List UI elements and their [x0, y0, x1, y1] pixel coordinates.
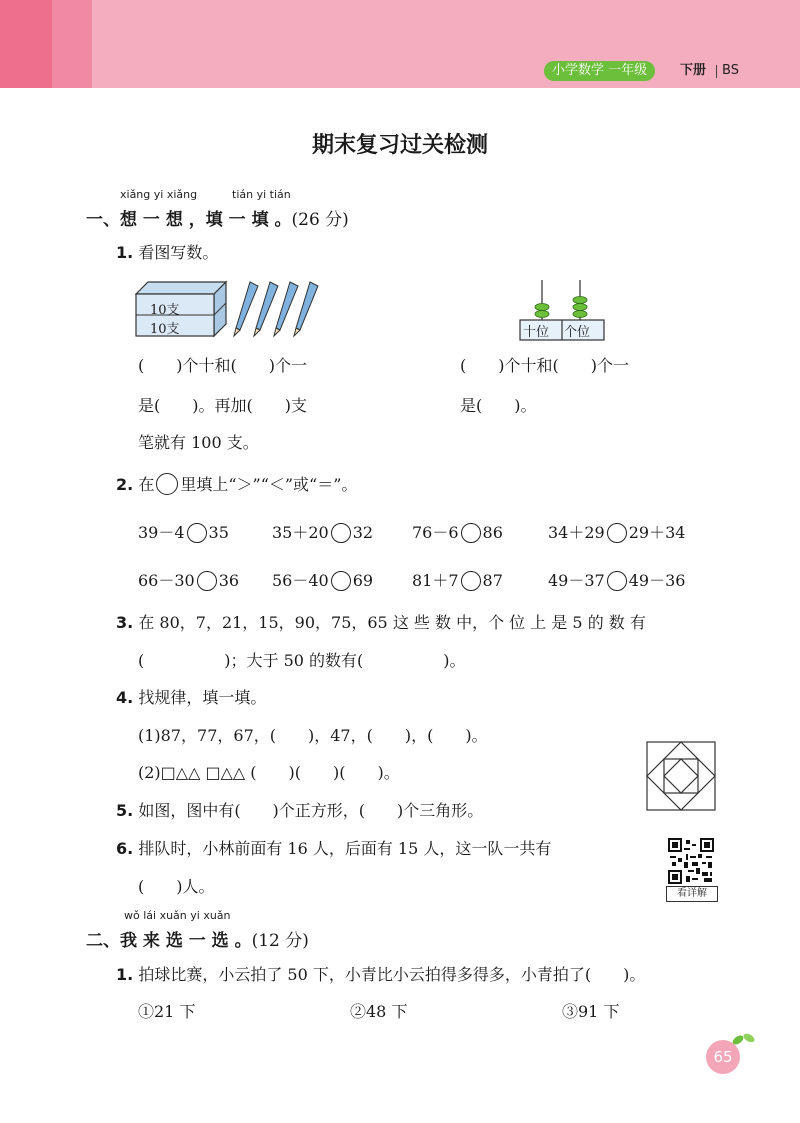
compare-item: 56－40 69	[272, 571, 374, 590]
page-number: 65	[706, 1040, 740, 1074]
q1-right-line2: 是( )。	[460, 396, 537, 415]
question-6: 6. 排队时，小林前面有 16 人，后面有 15 人，这一队一共有	[116, 839, 552, 858]
header-separator	[716, 65, 717, 78]
q6-line2: ( )人。	[138, 877, 215, 896]
page-title: 期末复习过关检测	[311, 133, 488, 158]
answer-circle[interactable]	[461, 523, 481, 543]
qr-code-label[interactable]: 看详解	[666, 886, 718, 902]
q4-line1: (1)87，77，67，( )，47，( )，( )。	[138, 726, 488, 745]
subject-grade-tag: 小学数学 一年级	[544, 61, 655, 81]
answer-circle[interactable]	[331, 571, 351, 591]
squares-triangles-figure	[646, 741, 716, 811]
compare-item: 49－37 49－36	[548, 571, 686, 590]
question-2-1: 1. 拍球比赛，小云拍了 50 下，小青比小云拍得多得多，小青拍了( )。	[116, 965, 646, 984]
question-4: 4. 找规律，填一填。	[116, 688, 267, 707]
qr-code-icon[interactable]	[668, 838, 714, 884]
compare-item: 66－30 36	[138, 571, 240, 590]
pinyin-annotation: xiǎng yi xiǎng	[120, 188, 198, 201]
section-heading-2: 二、我 来 选 一 选 。(12 分)	[86, 931, 309, 951]
q1-left-line1: ( )个十和( )个一	[138, 356, 307, 375]
answer-circle[interactable]	[461, 571, 481, 591]
compare-item: 76－6 86	[412, 523, 503, 542]
q4-line2: (2)□△△ □△△ ( )( )( )。	[138, 763, 400, 782]
answer-circle[interactable]	[331, 523, 351, 543]
circle-icon	[156, 473, 178, 495]
option-3[interactable]: ③91 下	[562, 1002, 620, 1021]
volume-label: 下册	[680, 63, 707, 78]
option-2[interactable]: ②48 下	[350, 1002, 408, 1021]
question-2: 2. 在 里填上“＞”“＜”或“＝”。	[116, 475, 358, 494]
pencil-box-illustration	[134, 280, 230, 340]
box-label: 10支	[150, 303, 180, 318]
box-label: 10支	[150, 322, 180, 337]
compare-item: 34＋29 29＋34	[548, 523, 686, 542]
compare-item: 35＋20 32	[272, 523, 374, 542]
answer-circle[interactable]	[607, 523, 627, 543]
edition-label: BS	[722, 63, 739, 78]
pencils-illustration	[232, 278, 320, 338]
question-1: 1. 看图写数。	[116, 243, 219, 262]
q1-right-line1: ( )个十和( )个一	[460, 356, 629, 375]
answer-circle[interactable]	[197, 571, 217, 591]
pinyin-annotation: tián yi tián	[232, 188, 291, 201]
pinyin-annotation: wǒ lái xuǎn yi xuǎn	[124, 909, 231, 922]
answer-circle[interactable]	[187, 523, 207, 543]
q1-left-line3: 笔就有 100 支。	[138, 433, 259, 452]
q1-left-line2: 是( )。再加( )支	[138, 396, 307, 415]
header-accent-strip	[0, 0, 52, 88]
option-1[interactable]: ①21 下	[138, 1002, 196, 1021]
compare-item: 39－4 35	[138, 523, 229, 542]
compare-item: 81＋7 87	[412, 571, 503, 590]
answer-circle[interactable]	[607, 571, 627, 591]
section-heading-1: 一、想 一 想 ，填 一 填 。(26 分)	[86, 210, 349, 230]
q3-line2: ( )；大于 50 的数有( )。	[138, 651, 466, 670]
abacus-tens-label: 十位	[523, 325, 550, 340]
question-5: 5. 如图，图中有( )个正方形，( )个三角形。	[116, 801, 484, 820]
question-3: 3. 在 80，7，21，15，90，75，65 这 些 数 中，个 位 上 是 5 的 数 有	[116, 613, 646, 632]
header-accent-strip-2	[52, 0, 92, 88]
abacus-ones-label: 个位	[564, 325, 591, 340]
